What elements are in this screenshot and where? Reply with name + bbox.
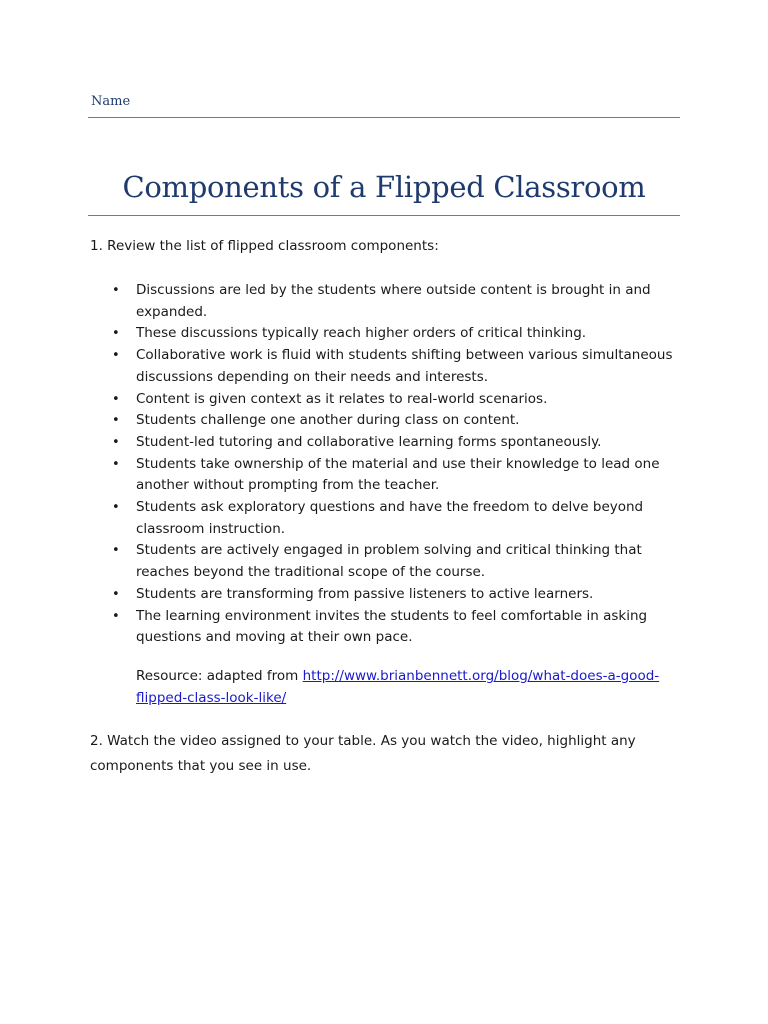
bullet-icon: • xyxy=(112,586,120,602)
list-item-text: Students take ownership of the material and use their knowledge to lead one another without prompting from the teacher. xyxy=(136,455,660,494)
resource-note xyxy=(136,665,676,709)
list-item-text: Collaborative work is fluid with students shifting between various simultaneous discussions depending on their needs and interests. xyxy=(136,347,673,385)
list-item xyxy=(110,454,680,497)
bullet-icon: • xyxy=(112,500,120,516)
list-item-text: Students ask exploratory questions and have the freedom to delve beyond classroom instruction. xyxy=(136,499,644,537)
list-item xyxy=(110,410,680,432)
title-underline xyxy=(88,215,680,216)
list-item-text: Students are transforming from passive listeners to active learners. xyxy=(136,585,594,602)
question-1: 1. Review the list of flipped classroom components: xyxy=(90,238,439,254)
list-item xyxy=(110,280,680,323)
list-item xyxy=(110,389,680,411)
list-item xyxy=(110,323,680,345)
list-item xyxy=(110,540,680,583)
list-item xyxy=(110,432,680,454)
list-item-text: Student-led tutoring and collaborative learning forms spontaneously. xyxy=(136,433,602,450)
bullet-icon: • xyxy=(112,413,120,429)
name-underline xyxy=(88,117,680,118)
resource-link[interactable]: http://www.brianbennett.org/blog/what-does-a-good-flipped-class-look-like/ xyxy=(136,668,660,706)
name-label: Name xyxy=(91,94,131,109)
bullet-icon: • xyxy=(112,456,120,472)
bullet-icon: • xyxy=(112,283,120,298)
question-2: 2. Watch the video assigned to your table. As you watch the video, highlight any components that you see in use. xyxy=(90,733,636,774)
bullet-icon: • xyxy=(112,391,120,407)
list-item-text: Students challenge one another during class on content. xyxy=(136,412,520,429)
list-item xyxy=(110,584,680,606)
list-item xyxy=(110,345,680,388)
resource-prefix: Resource: adapted from xyxy=(136,668,303,684)
list-item xyxy=(110,497,680,540)
bullet-icon: • xyxy=(112,608,120,624)
components-list xyxy=(110,280,680,649)
list-item xyxy=(110,606,680,649)
page-title: Components of a Flipped Classroom xyxy=(122,170,646,204)
list-item-text: Discussions are led by the students where outside content is brought in and expanded. xyxy=(136,282,651,320)
list-item-text: These discussions typically reach higher orders of critical thinking. xyxy=(136,325,587,342)
bullet-icon: • xyxy=(112,434,120,450)
list-item-text: Content is given context as it relates to real-world scenarios. xyxy=(136,390,548,407)
bullet-icon: • xyxy=(112,326,120,342)
list-item-text: The learning environment invites the students to feel comfortable in asking questions and moving at their own pace. xyxy=(136,607,648,646)
bullet-icon: • xyxy=(112,348,120,364)
bullet-icon: • xyxy=(112,543,120,559)
list-item-text: Students are actively engaged in problem solving and critical thinking that reaches beyond the traditional scope of the course. xyxy=(136,542,642,581)
